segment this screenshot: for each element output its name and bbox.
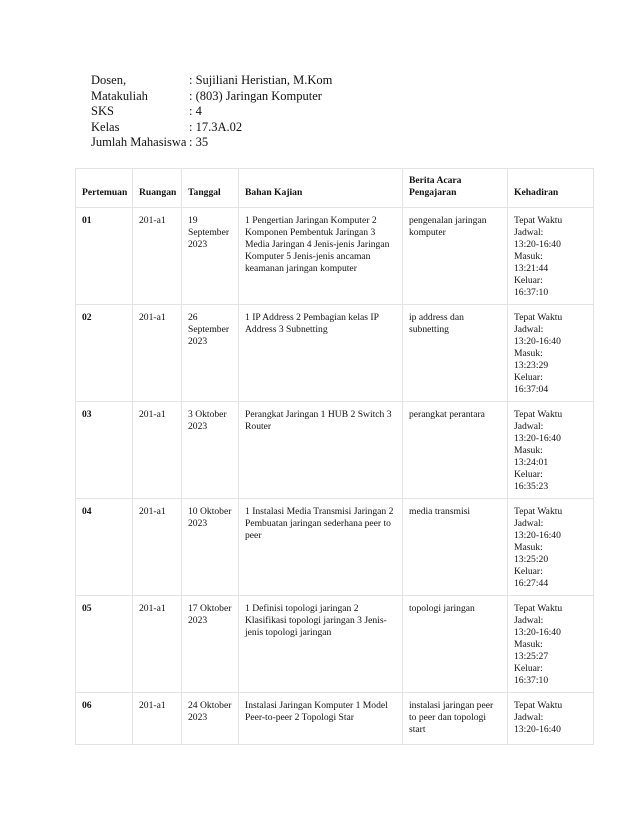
header-kehadiran: Kehadiran — [508, 169, 594, 208]
cell-berita-acara: perangkat perantara — [403, 402, 508, 499]
header-tanggal: Tanggal — [182, 169, 239, 208]
cell-pertemuan: 06 — [76, 693, 133, 745]
cell-pertemuan: 01 — [76, 208, 133, 305]
info-label: Dosen, — [91, 73, 127, 87]
header-bahan-kajian: Bahan Kajian — [239, 169, 403, 208]
cell-ruangan: 201-a1 — [133, 208, 182, 305]
cell-berita-acara: media transmisi — [403, 499, 508, 596]
header-ruangan: Ruangan — [133, 169, 182, 208]
table-row — [76, 499, 594, 596]
info-sks — [91, 104, 332, 120]
cell-bahan-kajian: Perangkat Jaringan 1 HUB 2 Switch 3 Router — [239, 402, 403, 499]
cell-berita-acara: ip address dan subnetting — [403, 305, 508, 402]
cell-ruangan: 201-a1 — [133, 499, 182, 596]
cell-bahan-kajian: 1 Pengertian Jaringan Komputer 2 Komponen Pembentuk Jaringan 3 Media Jaringan 4 Jenis-jenis Jaringan Komputer 5 Jenis-jenis ancaman keamanan jaringan komputer — [239, 208, 403, 305]
table-row — [76, 402, 594, 499]
header-pertemuan: Pertemuan — [76, 169, 133, 208]
cell-kehadiran: Tepat Waktu Jadwal: 13:20-16:40 Masuk: 13:21:44 Keluar: 16:37:10 — [508, 208, 594, 305]
table-row — [76, 596, 594, 693]
cell-kehadiran: Tepat Waktu Jadwal: 13:20-16:40 Masuk: 13:25:27 Keluar: 16:37:10 — [508, 596, 594, 693]
info-value: : (803) Jaringan Komputer — [189, 88, 322, 103]
cell-ruangan: 201-a1 — [133, 305, 182, 402]
cell-bahan-kajian: 1 IP Address 2 Pembagian kelas IP Address 3 Subnetting — [239, 305, 403, 402]
cell-bahan-kajian: 1 Definisi topologi jaringan 2 Klasifikasi topologi jaringan 3 Jenis-jenis topologi jaringan — [239, 596, 403, 693]
cell-pertemuan: 04 — [76, 499, 133, 596]
cell-pertemuan: 03 — [76, 402, 133, 499]
cell-pertemuan: 05 — [76, 596, 133, 693]
cell-bahan-kajian: Instalasi Jaringan Komputer 1 Model Peer-to-peer 2 Topologi Star — [239, 693, 403, 745]
cell-tanggal: 3 Oktober 2023 — [182, 402, 239, 499]
info-kelas — [91, 120, 332, 136]
cell-kehadiran: Tepat Waktu Jadwal: 13:20-16:40 Masuk: 13:23:29 Keluar: 16:37:04 — [508, 305, 594, 402]
info-dosen — [91, 73, 332, 89]
cell-pertemuan: 02 — [76, 305, 133, 402]
cell-tanggal: 26 September 2023 — [182, 305, 239, 402]
info-value: : 17.3A.02 — [189, 119, 243, 134]
cell-ruangan: 201-a1 — [133, 402, 182, 499]
cell-tanggal: 24 Oktober 2023 — [182, 693, 239, 745]
cell-kehadiran: Tepat Waktu Jadwal: 13:20-16:40 Masuk: 13:24:01 Keluar: 16:35:23 — [508, 402, 594, 499]
cell-berita-acara: pengenalan jaringan komputer — [403, 208, 508, 305]
cell-tanggal: 17 Oktober 2023 — [182, 596, 239, 693]
attendance-table — [75, 168, 594, 745]
info-value: : 35 — [189, 135, 209, 149]
info-matakuliah — [91, 89, 332, 105]
cell-bahan-kajian: 1 Instalasi Media Transmisi Jaringan 2 Pembuatan jaringan sederhana peer to peer — [239, 499, 403, 596]
cell-kehadiran: Tepat Waktu Jadwal: 13:20-16:40 — [508, 693, 594, 745]
info-jumlah-mahasiswa — [91, 135, 332, 151]
header-berita-acara: Berita Acara Pengajaran — [403, 169, 508, 208]
cell-tanggal: 10 Oktober 2023 — [182, 499, 239, 596]
cell-berita-acara: topologi jaringan — [403, 596, 508, 693]
cell-ruangan: 201-a1 — [133, 693, 182, 745]
info-value: : 4 — [189, 104, 202, 118]
info-label: Matakuliah — [91, 88, 148, 103]
table-row — [76, 208, 594, 305]
cell-ruangan: 201-a1 — [133, 596, 182, 693]
table-row — [76, 305, 594, 402]
cell-kehadiran: Tepat Waktu Jadwal: 13:20-16:40 Masuk: 13:25:20 Keluar: 16:27:44 — [508, 499, 594, 596]
info-label: SKS — [91, 104, 114, 118]
course-info — [91, 73, 332, 151]
table-header-row — [76, 169, 594, 208]
info-label: Kelas — [91, 119, 120, 134]
cell-tanggal: 19 September 2023 — [182, 208, 239, 305]
info-value: : Sujiliani Heristian, M.Kom — [189, 73, 333, 87]
info-label: Jumlah Mahasiswa — [91, 135, 187, 149]
table-row — [76, 693, 594, 745]
cell-berita-acara: instalasi jaringan peer to peer dan topologi start — [403, 693, 508, 745]
